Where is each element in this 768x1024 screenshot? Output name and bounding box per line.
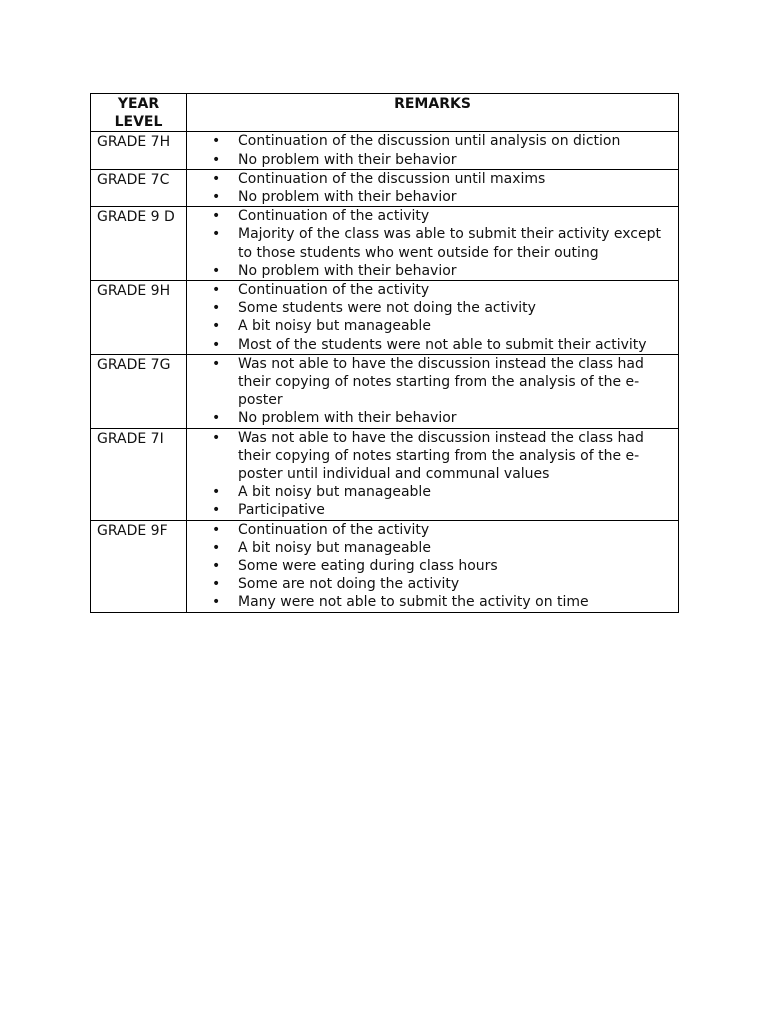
bullet-icon: • xyxy=(212,484,221,501)
remark-list xyxy=(187,355,672,428)
grade-cell: GRADE 7H xyxy=(91,132,187,169)
table-row xyxy=(91,169,679,206)
remark-list xyxy=(187,207,672,280)
remark-item: • Some are not doing the activity xyxy=(212,576,460,593)
bullet-icon: • xyxy=(212,502,221,519)
remarks-cell xyxy=(187,207,679,281)
remark-item: • No problem with their behavior xyxy=(212,151,457,168)
remark-item: • Some students were not doing the activity xyxy=(212,300,536,317)
bullet-icon: • xyxy=(212,429,221,446)
remarks-cell xyxy=(187,520,679,612)
table-row xyxy=(91,207,679,281)
remark-item: • Most of the students were not able to submit their activity xyxy=(212,336,647,353)
bullet-icon: • xyxy=(212,300,221,317)
remark-item: • A bit noisy but manageable xyxy=(212,539,431,556)
table-body xyxy=(91,132,679,612)
remark-list xyxy=(187,132,672,168)
header-row xyxy=(91,94,679,132)
remark-item: • Continuation of the discussion until analysis on diction xyxy=(212,133,621,150)
bullet-icon: • xyxy=(212,355,221,372)
remark-item: • Was not able to have the discussion instead the class had their copying of notes starting from the analysis of the e-poster xyxy=(212,355,644,409)
remark-list xyxy=(187,521,672,612)
remark-item: • A bit noisy but manageable xyxy=(212,318,431,335)
bullet-icon: • xyxy=(212,576,221,593)
bullet-icon: • xyxy=(212,539,221,556)
grade-cell: GRADE 9F xyxy=(91,520,187,612)
bullet-icon: • xyxy=(212,208,221,225)
remarks-header: REMARKS xyxy=(187,94,679,132)
remarks-table xyxy=(90,93,679,613)
remark-list xyxy=(187,429,672,520)
remark-item: • Continuation of the discussion until maxims xyxy=(212,170,546,187)
remark-list xyxy=(187,281,672,354)
bullet-icon: • xyxy=(212,133,221,150)
bullet-icon: • xyxy=(212,189,221,206)
remark-item: • No problem with their behavior xyxy=(212,189,457,206)
bullet-icon: • xyxy=(212,410,221,427)
grade-cell: GRADE 7I xyxy=(91,428,187,520)
remark-list xyxy=(187,170,672,206)
bullet-icon: • xyxy=(212,318,221,335)
bullet-icon: • xyxy=(212,170,221,187)
grade-cell: GRADE 9 D xyxy=(91,207,187,281)
remark-item: • Was not able to have the discussion instead the class had their copying of notes starting from the analysis of the e-poster until individual and communal values xyxy=(212,429,644,483)
bullet-icon: • xyxy=(212,521,221,538)
table-row xyxy=(91,132,679,169)
remark-item: • Continuation of the activity xyxy=(212,521,430,538)
bullet-icon: • xyxy=(212,558,221,575)
table-row xyxy=(91,428,679,520)
remarks-cell xyxy=(187,132,679,169)
grade-cell: GRADE 9H xyxy=(91,281,187,355)
remarks-cell xyxy=(187,281,679,355)
remark-item: • No problem with their behavior xyxy=(212,262,457,279)
bullet-icon: • xyxy=(212,336,221,353)
remark-item: • Many were not able to submit the activity on time xyxy=(212,594,589,611)
bullet-icon: • xyxy=(212,594,221,611)
table-row xyxy=(91,354,679,428)
bullet-icon: • xyxy=(212,282,221,299)
remark-item: • Continuation of the activity xyxy=(212,208,430,225)
bullet-icon: • xyxy=(212,151,221,168)
remark-item: • No problem with their behavior xyxy=(212,410,457,427)
grade-cell: GRADE 7C xyxy=(91,169,187,206)
remark-item: • A bit noisy but manageable xyxy=(212,484,431,501)
year-level-header: YEAR LEVEL xyxy=(91,94,187,132)
remark-item: • Some were eating during class hours xyxy=(212,558,498,575)
bullet-icon: • xyxy=(212,262,221,279)
grade-cell: GRADE 7G xyxy=(91,354,187,428)
remark-item: • Majority of the class was able to submit their activity except to those students who went outside for their outing xyxy=(212,226,661,261)
table-row xyxy=(91,520,679,612)
remarks-cell xyxy=(187,428,679,520)
remark-item: • Participative xyxy=(212,502,325,519)
remark-item: • Continuation of the activity xyxy=(212,282,430,299)
table-row xyxy=(91,281,679,355)
bullet-icon: • xyxy=(212,226,221,243)
remarks-cell xyxy=(187,354,679,428)
remarks-cell xyxy=(187,169,679,206)
